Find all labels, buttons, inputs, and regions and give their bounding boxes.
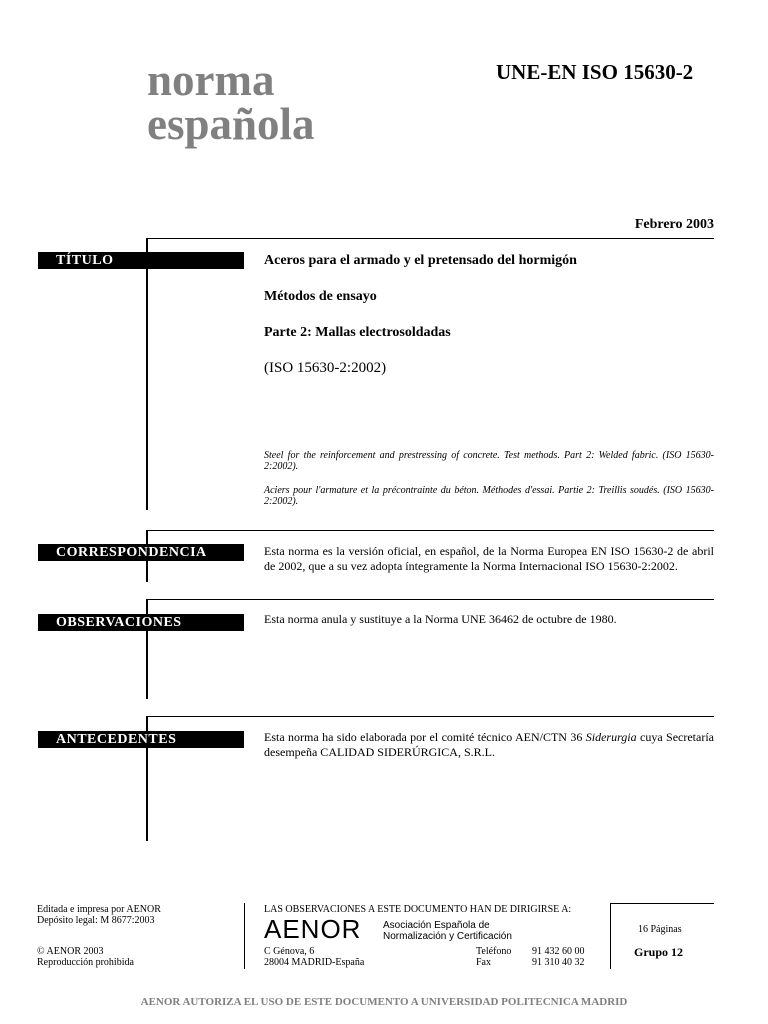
address	[264, 946, 364, 968]
brand-line-2: española	[147, 99, 315, 149]
french-title: Aciers pour l'armature et la précontrainte du béton. Méthodes d'essai. Partie 2: Treillis soudés. (ISO 15630-2:2002).	[264, 485, 714, 507]
address-line-1: C Génova, 6	[264, 946, 315, 957]
pages-box-top	[611, 903, 714, 904]
section-label-titulo: TÍTULO	[38, 252, 244, 269]
standard-code: UNE-EN ISO 15630-2	[496, 60, 694, 84]
publication-date: Febrero 2003	[634, 217, 714, 232]
phone-label: Teléfono	[476, 946, 512, 957]
title-line-3: Parte 2: Mallas electrosoldadas	[264, 325, 451, 340]
fax-label: Fax	[476, 957, 491, 968]
title-line-1: Aceros para el armado y el pretensado del hormigón	[264, 253, 577, 268]
page-count: 16 Páginas	[638, 924, 682, 935]
fax-number: 91 310 40 32	[532, 957, 585, 968]
aenor-logo: AENOR	[264, 914, 362, 944]
reproduction-notice: Reproducción prohibida	[37, 957, 134, 968]
title-line-4: (ISO 15630-2:2002)	[264, 360, 387, 376]
edited-by: Editada e impresa por AENOR	[37, 904, 161, 915]
section-label-correspondencia: CORRESPONDENCIA	[38, 544, 244, 561]
divider	[147, 599, 714, 600]
address-line-2: 28004 MADRID-España	[264, 957, 365, 968]
contact-values	[532, 946, 585, 968]
committee-name: Siderurgia	[585, 730, 637, 744]
divider	[147, 530, 714, 531]
divider	[147, 238, 714, 239]
brand-title	[147, 55, 315, 149]
authorization-notice: AENOR AUTORIZA EL USO DE ESTE DOCUMENTO A UNIVERSIDAD POLITECNICA MADRID	[140, 996, 628, 1008]
section-label-observaciones: OBSERVACIONES	[38, 614, 244, 631]
antecedentes-text-before: Esta norma ha sido elaborada por el comité técnico AEN/CTN 36	[264, 730, 586, 744]
copyright: © AENOR 2003	[37, 946, 104, 957]
divider	[147, 716, 714, 717]
observations-header: LAS OBSERVACIONES A ESTE DOCUMENTO HAN DE DIRIGIRSE A:	[264, 904, 572, 915]
section-label-antecedentes: ANTECEDENTES	[38, 731, 244, 748]
assoc-line-1: Asociación Española de	[383, 920, 490, 931]
aenor-association	[383, 920, 512, 942]
footer-copyright	[37, 946, 134, 968]
assoc-line-2: Normalización y Certificación	[383, 931, 512, 942]
english-title: Steel for the reinforcement and prestressing of concrete. Test methods. Part 2: Welded fabric. (ISO 15630-2:2002).	[264, 450, 714, 472]
observaciones-text: Esta norma anula y sustituye a la Norma UNE 36462 de octubre de 1980.	[264, 612, 617, 626]
legal-deposit: Depósito legal: M 8677:2003	[37, 915, 155, 926]
price-group: Grupo 12	[634, 945, 684, 959]
section-rule	[146, 238, 148, 510]
antecedentes-text-after: cuya Secretaría desempeña CALIDAD SIDERÚRGICA, S.R.L.	[264, 730, 714, 759]
antecedentes-text	[264, 730, 714, 760]
correspondencia-text: Esta norma es la versión oficial, en español, de la Norma Europea EN ISO 15630-2 de abril de 2002, que a su vez adopta íntegramente la Norma Internacional ISO 15630-2:2002.	[264, 544, 714, 573]
contact-labels	[476, 946, 511, 968]
footer-divider	[244, 903, 245, 969]
pages-box-side	[610, 903, 611, 969]
brand-line-1: norma	[147, 55, 275, 105]
footer-publisher	[37, 904, 161, 926]
phone-number: 91 432 60 00	[532, 946, 585, 957]
title-line-2: Métodos de ensayo	[264, 289, 377, 304]
